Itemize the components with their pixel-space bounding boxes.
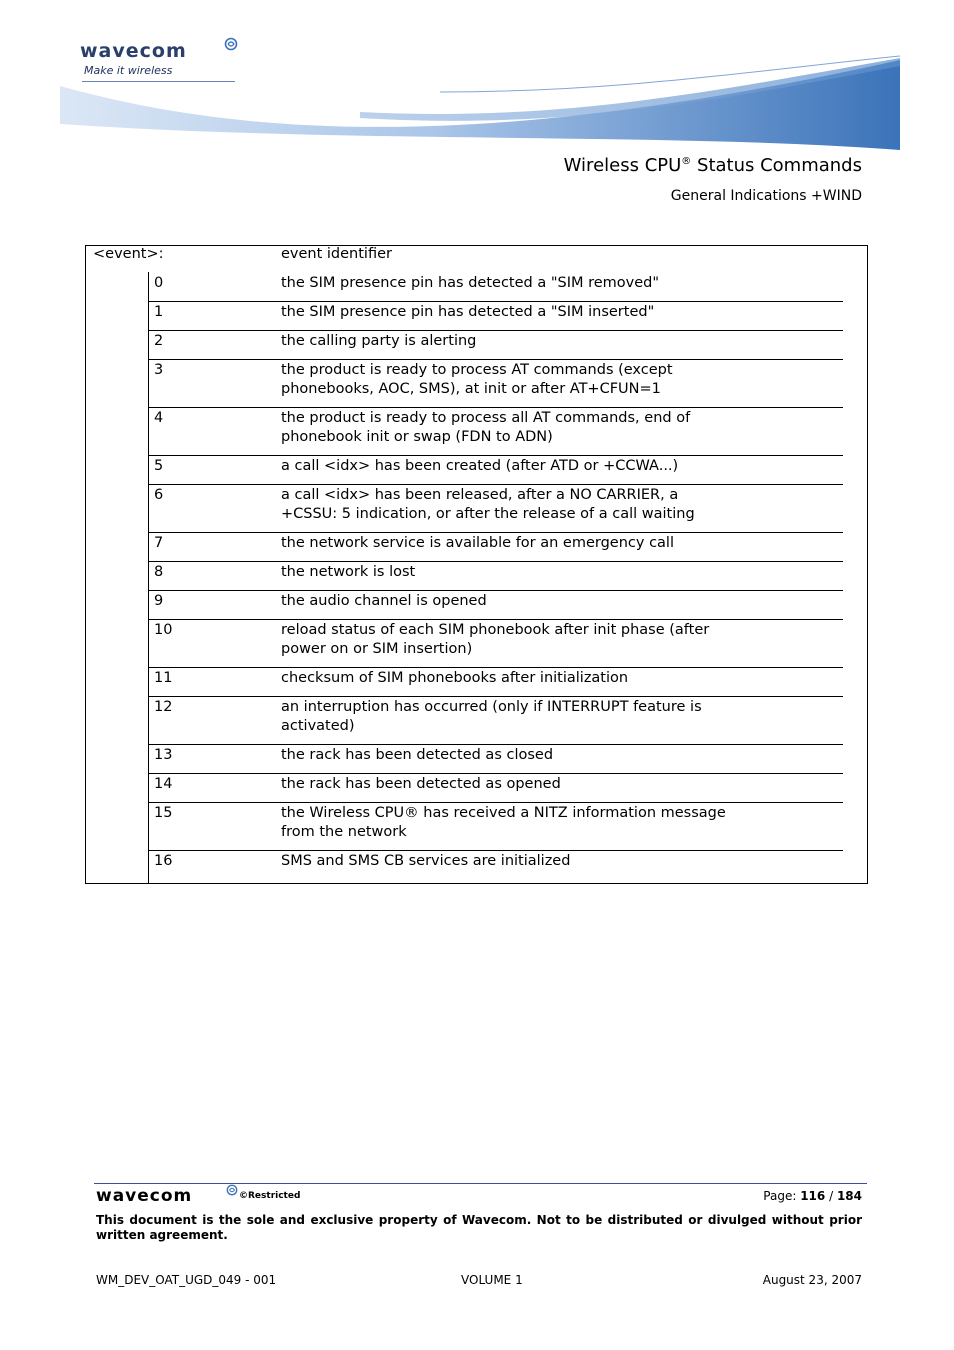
event-code: 1 — [154, 304, 164, 320]
row-divider — [148, 667, 843, 668]
event-description: a call <idx> has been created (after ATD or +CCWA...) — [281, 458, 679, 474]
row-divider — [148, 590, 843, 591]
row-divider — [148, 407, 843, 408]
parameter-description: event identifier — [281, 246, 392, 262]
event-code: 2 — [154, 333, 164, 349]
event-code: 10 — [154, 622, 173, 638]
event-description: the rack has been detected as closed — [281, 747, 554, 763]
document-date: August 23, 2007 — [762, 1273, 862, 1287]
row-divider — [148, 455, 843, 456]
event-description: a call <idx> has been released, after a NO CARRIER, a +CSSU: 5 indication, or after the release of a call waiting — [281, 487, 695, 522]
row-divider — [148, 850, 843, 851]
row-divider — [148, 359, 843, 360]
event-code: 15 — [154, 805, 173, 821]
event-description: the product is ready to process all AT commands, end of phonebook init or swap (FDN to ADN) — [281, 410, 691, 445]
event-description: checksum of SIM phonebooks after initialization — [281, 670, 629, 686]
row-divider — [148, 773, 843, 774]
row-divider — [148, 802, 843, 803]
volume-label: VOLUME 1 — [461, 1273, 523, 1287]
event-code: 0 — [154, 275, 164, 291]
event-code: 13 — [154, 747, 173, 763]
event-description: the network service is available for an emergency call — [281, 535, 674, 551]
parameter-name: <event>: — [93, 246, 164, 262]
logo-wordmark: wavecom — [80, 40, 187, 62]
event-code: 5 — [154, 458, 164, 474]
logo-swirl-icon — [224, 37, 238, 51]
confidentiality-note: This document is the sole and exclusive property of Wavecom. Not to be distributed or divulged without prior written agreement. — [96, 1213, 862, 1242]
event-description: the network is lost — [281, 564, 416, 580]
table-inner-border — [148, 272, 149, 884]
row-divider — [148, 619, 843, 620]
page-number: Page: 116 / 184 — [763, 1189, 862, 1203]
event-description: the Wireless CPU® has received a NITZ information message from the network — [281, 805, 726, 840]
restricted-label: ©Restricted — [239, 1191, 301, 1201]
page-title: Wireless CPU® Status Commands — [563, 155, 862, 176]
event-code: 16 — [154, 853, 173, 869]
event-code: 3 — [154, 362, 164, 378]
event-description: an interruption has occurred (only if INTERRUPT feature is activated) — [281, 699, 702, 734]
event-code: 9 — [154, 593, 164, 609]
event-description: SMS and SMS CB services are initialized — [281, 853, 571, 869]
row-divider — [148, 330, 843, 331]
footer-logo-swirl-icon — [226, 1184, 238, 1196]
event-description: the SIM presence pin has detected a "SIM removed" — [281, 275, 660, 291]
event-code: 4 — [154, 410, 164, 426]
event-description: the calling party is alerting — [281, 333, 477, 349]
event-description: reload status of each SIM phonebook after init phase (after power on or SIM insertion) — [281, 622, 710, 657]
event-description: the product is ready to process AT commands (except phonebooks, AOC, SMS), at init or after AT+CFUN=1 — [281, 362, 673, 397]
page-subtitle: General Indications +WIND — [670, 188, 862, 204]
row-divider — [148, 561, 843, 562]
document-id: WM_DEV_OAT_UGD_049 - 001 — [96, 1273, 277, 1287]
event-parameter-table — [85, 245, 868, 884]
event-code: 12 — [154, 699, 173, 715]
event-description: the SIM presence pin has detected a "SIM inserted" — [281, 304, 655, 320]
footer-logo: wavecom — [96, 1186, 193, 1206]
row-divider — [148, 301, 843, 302]
header-wave-banner — [60, 52, 900, 156]
event-code: 7 — [154, 535, 164, 551]
registered-mark: ® — [681, 156, 692, 167]
tagline: Make it wireless — [84, 64, 173, 77]
event-code: 14 — [154, 776, 173, 792]
row-divider — [148, 484, 843, 485]
row-divider — [148, 532, 843, 533]
event-code: 6 — [154, 487, 164, 503]
event-code: 8 — [154, 564, 164, 580]
event-description: the audio channel is opened — [281, 593, 487, 609]
event-code: 11 — [154, 670, 173, 686]
row-divider — [148, 696, 843, 697]
row-divider — [148, 744, 843, 745]
footer-divider — [94, 1183, 867, 1184]
event-description: the rack has been detected as opened — [281, 776, 561, 792]
